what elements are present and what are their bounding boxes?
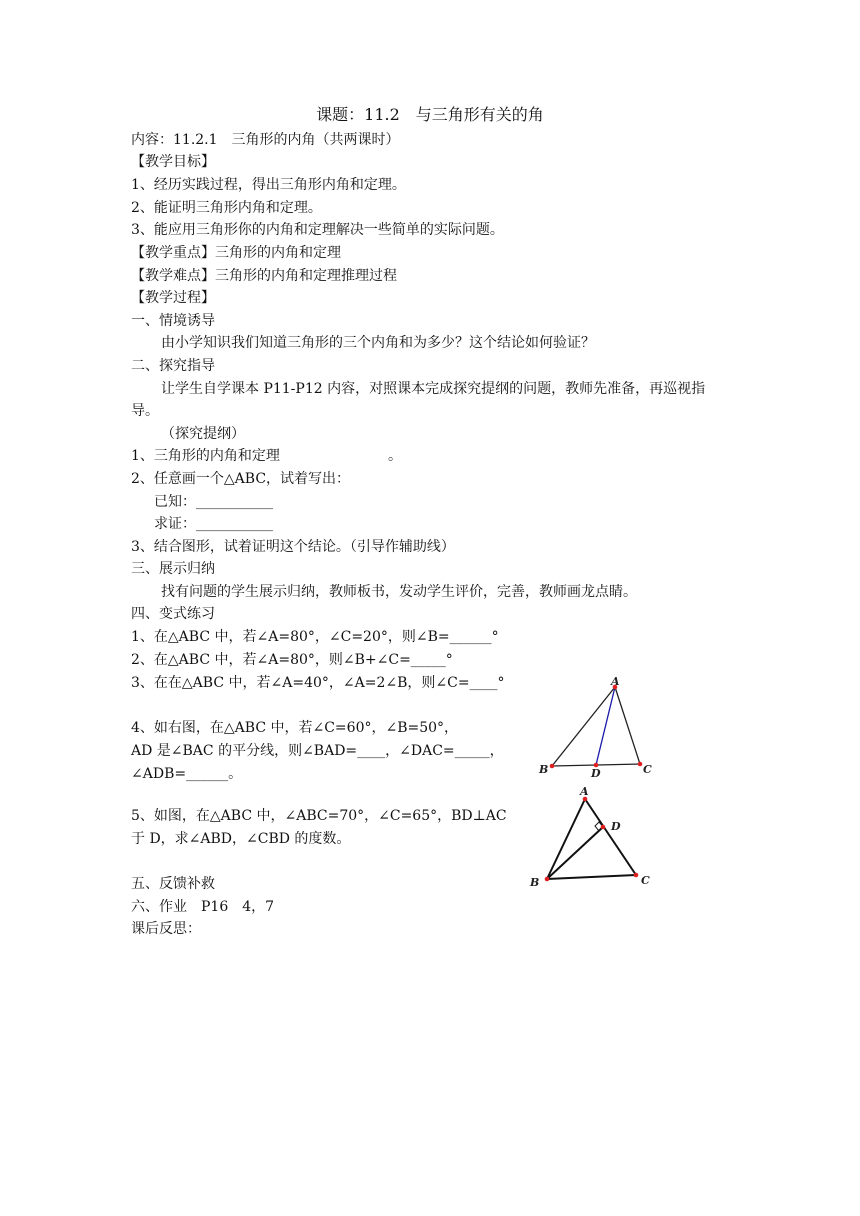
- point-c: [638, 762, 643, 767]
- label-d: D: [591, 767, 601, 780]
- goal-1: 1、经历实践过程，得出三角形内角和定理。: [131, 177, 406, 193]
- question-3: 3、结合图形，试着证明这个结论。（引导作辅助线）: [131, 539, 455, 555]
- question-1: 1、三角形的内角和定理: [131, 448, 280, 464]
- point-c: [634, 873, 639, 878]
- reflection-label: 课后反思：: [131, 921, 201, 937]
- point-b: [550, 764, 555, 769]
- label-a: A: [580, 785, 589, 798]
- triangle-bisector-figure: [530, 670, 670, 785]
- goals-heading: 【教学目标】: [131, 154, 215, 170]
- exercise-5-line-1: 5、如图，在△ABC 中，∠ABC=70°，∠C=65°，BD⊥AC: [131, 808, 507, 824]
- section-2-text: 让学生自学课本 P11-P12 内容，对照课本完成探究提纲的问题，教师先准备，再巡视指: [161, 381, 706, 397]
- exercise-5-line-2: 于 D，求∠ABD，∠CBD 的度数。: [131, 831, 351, 847]
- question-2: 2、任意画一个△ABC，试着写出：: [131, 471, 351, 487]
- section-3-text: 找有问题的学生展示归纳，教师板书，发动学生评价，完善，教师画龙点睛。: [161, 584, 637, 600]
- side-ab: [547, 799, 585, 879]
- section-5-heading: 五、反馈补救: [131, 876, 215, 892]
- altitude-bd: [547, 827, 603, 879]
- section-1-text: 由小学知识我们知道三角形的三个内角和为多少？这个结论如何验证？: [161, 335, 595, 351]
- label-a: A: [611, 675, 620, 688]
- goal-3: 3、能应用三角形你的内角和定理解决一些简单的实际问题。: [131, 222, 504, 238]
- section-6-homework: 六、作业 P16 4，7: [131, 899, 275, 915]
- label-b: B: [530, 876, 540, 889]
- label-c: C: [643, 763, 652, 776]
- exercise-2: 2、在△ABC 中，若∠A=80°，则∠B+∠C=_____°: [131, 652, 453, 668]
- prove-line: 求证：___________: [154, 516, 273, 532]
- section-4-heading: 四、变式练习: [131, 606, 215, 622]
- content-line: 内容：11.2.1 三角形的内角（共两课时）: [131, 132, 400, 148]
- label-c: C: [641, 874, 650, 887]
- label-b: B: [539, 763, 549, 776]
- section-3-heading: 三、展示归纳: [131, 561, 215, 577]
- outline-label: （探究提纲）: [161, 426, 245, 442]
- key-point: 【教学重点】三角形的内角和定理: [131, 245, 341, 261]
- exercise-4-line-3: ∠ADB=______。: [131, 766, 243, 782]
- side-ac: [615, 687, 640, 764]
- point-b: [545, 877, 550, 882]
- question-1-end: 。: [388, 448, 402, 464]
- exercise-1: 1、在△ABC 中，若∠A=80°，∠C=20°，则∠B=______°: [131, 629, 499, 645]
- point-d: [601, 825, 606, 830]
- exercise-4-line-1: 4、如右图，在△ABC 中，若∠C=60°，∠B=50°，: [131, 720, 459, 736]
- section-2-text-cont: 导。: [131, 403, 159, 419]
- triangle-altitude-figure: [525, 782, 665, 894]
- goal-2: 2、能证明三角形内角和定理。: [131, 200, 322, 216]
- label-d: D: [611, 820, 621, 833]
- section-2-heading: 二、探究指导: [131, 358, 215, 374]
- page-title: 课题：11.2 与三角形有关的角: [316, 105, 544, 124]
- section-1-heading: 一、情境诱导: [131, 313, 215, 329]
- side-bc: [547, 875, 636, 879]
- difficulty: 【教学难点】三角形的内角和定理推理过程: [131, 268, 397, 284]
- exercise-4-line-2: AD 是∠BAC 的平分线，则∠BAD=____，∠DAC=_____，: [131, 743, 504, 759]
- process-heading: 【教学过程】: [131, 290, 215, 306]
- given-line: 已知：___________: [154, 494, 273, 510]
- exercise-3: 3、在在△ABC 中，若∠A=40°，∠A=2∠B，则∠C=____°: [131, 675, 505, 691]
